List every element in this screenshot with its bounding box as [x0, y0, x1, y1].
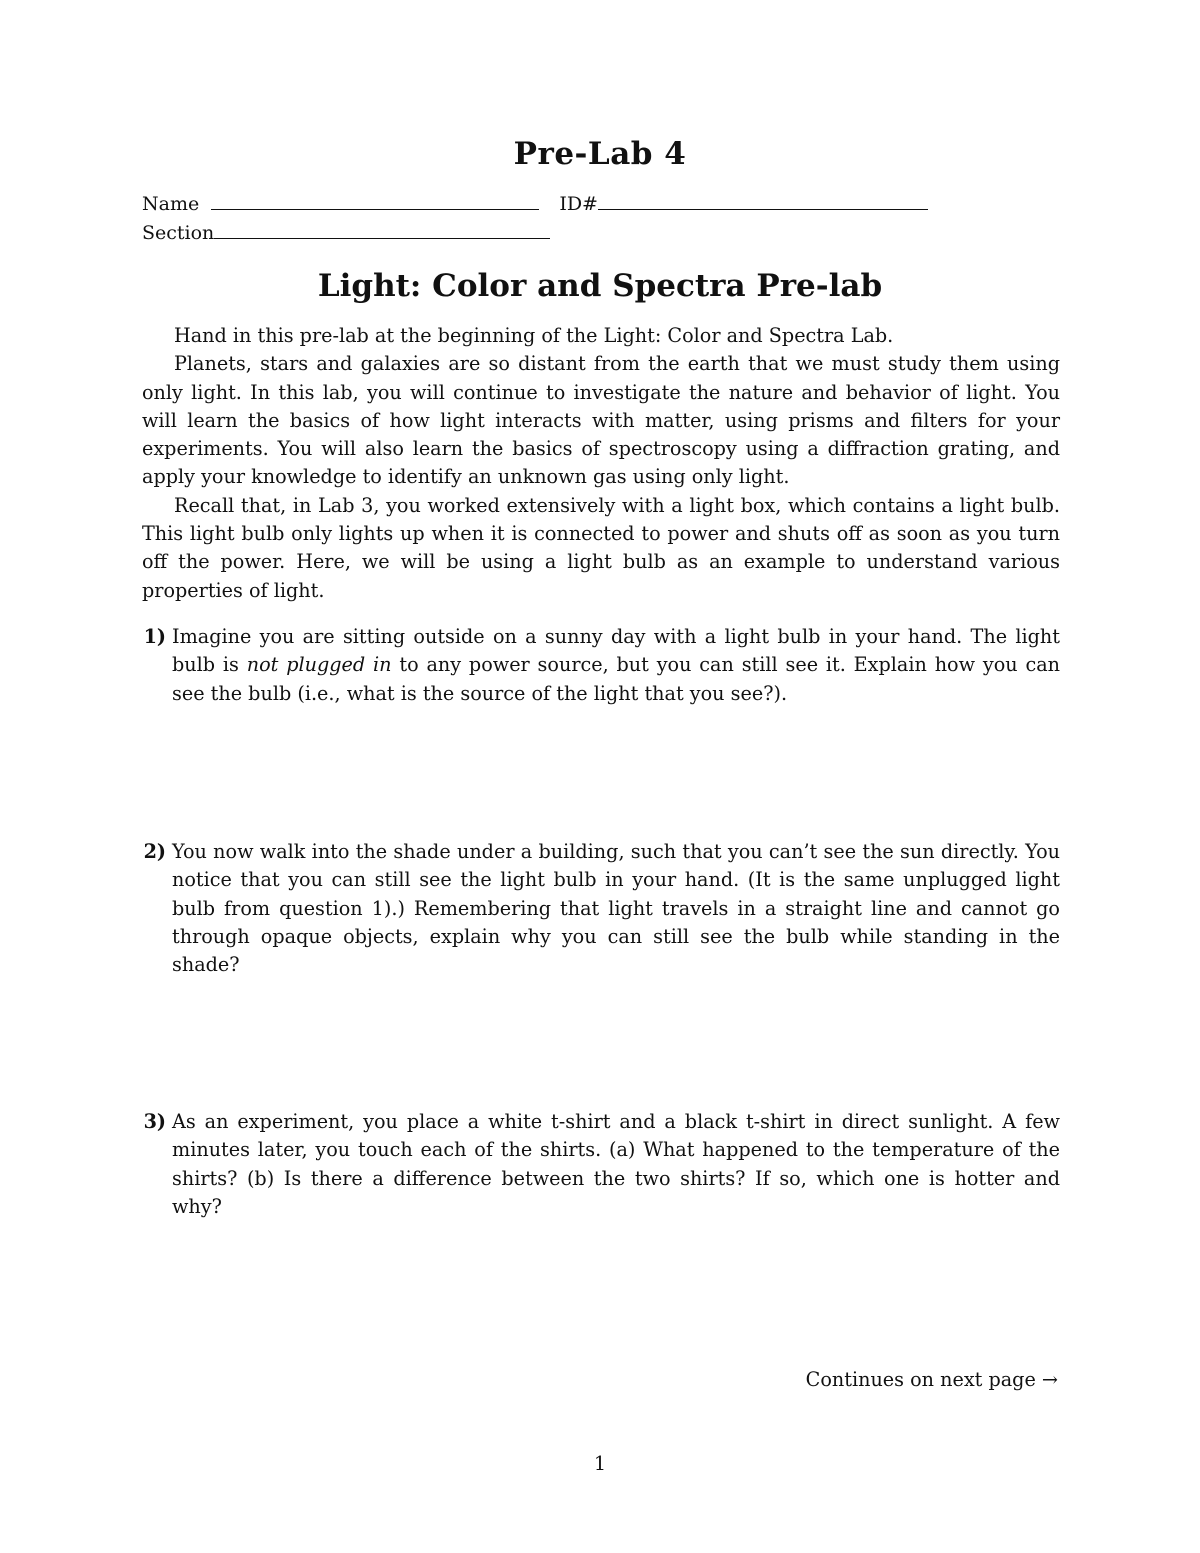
- question-text: As an experiment, you place a white t-shirt and a black t-shirt in direct sunlight. A few minutes later, you touch each of the shirts. (a) What happened to the temperature of the shirts? (b) Is there a difference between the two shirts? If so, which one is hotter and why?: [172, 1110, 1060, 1218]
- intro-paragraph-3: Recall that, in Lab 3, you worked extensively with a light box, which contains a light bulb. This light bulb only lights up when it is connected to power and shuts off as soon as you turn off the power. Here, we will be using a light bulb as an example to understand various properties of light.: [142, 493, 1060, 602]
- id-label: ID#: [559, 193, 598, 215]
- name-label: Name: [142, 193, 200, 215]
- page-number: 1: [593, 1452, 607, 1475]
- question-1: [142, 623, 1060, 708]
- question-number: 2): [143, 840, 166, 863]
- question-3: [142, 1108, 1060, 1221]
- question-text: You now walk into the shade under a building, such that you can’t see the sun directly. You notice that you can still see the light bulb in your hand. (It is the same unplugged light bulb from question 1).) Remembering that light travels in a straight line and cannot go through opaque objects, explain why you can still see the bulb while standing in the shade?: [172, 840, 1060, 977]
- id-blank[interactable]: [598, 195, 928, 210]
- name-id-row: [142, 192, 928, 216]
- section-row: [142, 221, 550, 245]
- name-blank[interactable]: [211, 195, 539, 210]
- continues-note: Continues on next page →: [805, 1368, 1058, 1391]
- intro-paragraph-1: Hand in this pre-lab at the beginning of the Light: Color and Spectra Lab.: [174, 324, 894, 347]
- section-heading: Light: Color and Spectra Pre-lab: [317, 268, 883, 304]
- intro-paragraph-2: Planets, stars and galaxies are so distant from the earth that we must study them using only light. In this lab, you will continue to investigate the nature and behavior of light. You will learn the basics of how light interacts with matter, using prisms and filters for your experiments. You will also learn the basics of spectroscopy using a diffraction grating, and apply your knowledge to identify an unknown gas using only light.: [142, 352, 1060, 489]
- question-emphasis: not plugged in: [246, 653, 392, 677]
- page-title: Pre-Lab 4: [513, 136, 687, 172]
- question-text: [172, 623, 1060, 708]
- question-number: 3): [143, 1110, 166, 1133]
- section-label: Section: [142, 222, 215, 244]
- intro-text: [142, 322, 1060, 605]
- section-blank[interactable]: [214, 224, 550, 239]
- question-text-part: Imagine you are sitting outside on a sunny day with a light bulb in your hand. The light bulb is: [172, 625, 1060, 677]
- question-text-part: to any power source, but you can still see it. Explain how you can see the bulb (i.e., what is the source of the light that you see?).: [172, 653, 1061, 705]
- question-2: [142, 838, 1060, 979]
- question-number: 1): [143, 625, 166, 648]
